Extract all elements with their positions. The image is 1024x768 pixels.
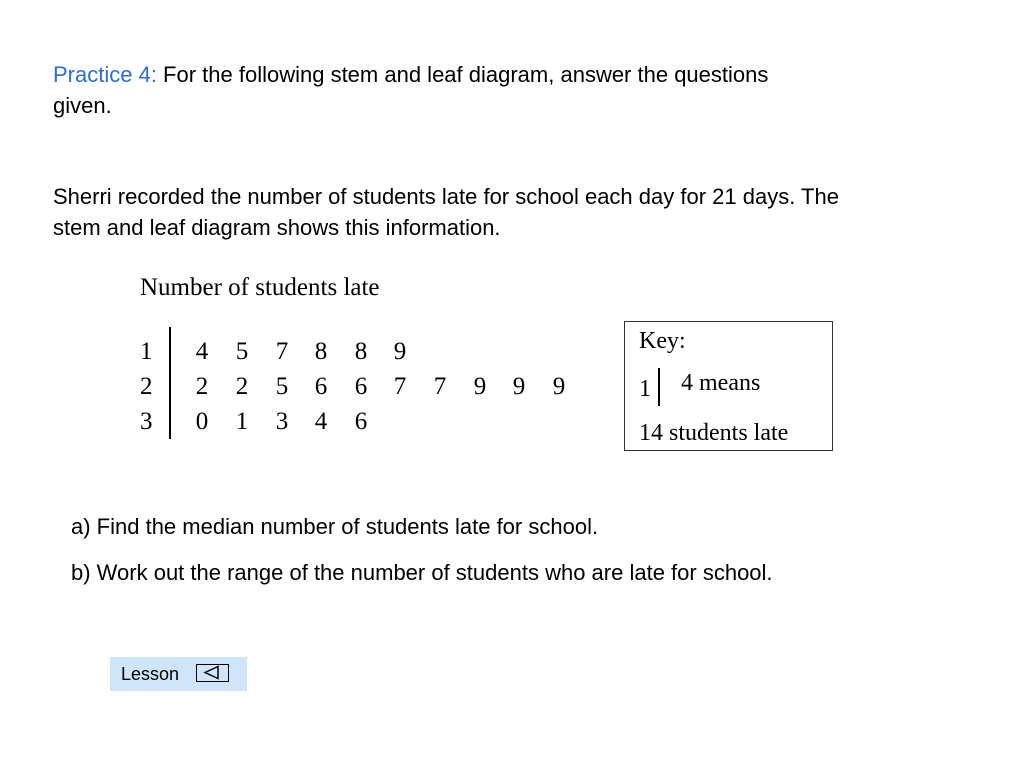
leaf-value: 6 — [354, 373, 368, 400]
practice-instruction: For the following stem and leaf diagram, answer the questions given. — [53, 62, 769, 118]
leaf-value: 4 — [314, 408, 328, 435]
leaf-value: 9 — [393, 338, 407, 365]
leaf-value: 9 — [473, 373, 487, 400]
leaf-value: 7 — [275, 338, 289, 365]
key-box — [624, 321, 833, 451]
leaf-value: 7 — [433, 373, 447, 400]
leaf-value: 5 — [235, 338, 249, 365]
key-meaning: 14 students late — [639, 420, 789, 446]
stem-value: 1 — [140, 338, 153, 365]
stem-value: 3 — [140, 408, 153, 435]
problem-intro: Sherri recorded the number of students late for school each day for 21 days. The stem and leaf diagram shows this information. — [53, 184, 839, 240]
leaf-value: 8 — [354, 338, 368, 365]
practice-heading — [53, 59, 813, 121]
stem-leaf-row — [140, 404, 620, 439]
leaf-value: 2 — [195, 373, 209, 400]
question-b: b) Work out the range of the number of students who are late for school. — [71, 560, 773, 585]
key-divider — [658, 368, 660, 406]
key-label: Key: — [639, 328, 686, 354]
practice-label: Practice 4: — [53, 62, 157, 87]
leaf-value: 6 — [314, 373, 328, 400]
key-stem: 1 — [639, 376, 651, 402]
lesson-button-label: Lesson — [121, 663, 180, 684]
leaf-value: 4 — [195, 338, 209, 365]
leaf-value: 9 — [552, 373, 566, 400]
leaf-value: 2 — [235, 373, 249, 400]
leaf-value: 5 — [275, 373, 289, 400]
diagram-title: Number of students late — [140, 274, 380, 301]
leaf-value: 3 — [275, 408, 289, 435]
stem-leaf-divider — [169, 327, 171, 439]
leaf-value: 8 — [314, 338, 328, 365]
stem-leaf-row — [140, 369, 620, 404]
leaf-value: 0 — [195, 408, 209, 435]
stem-value: 2 — [140, 373, 153, 400]
stem-leaf-row — [140, 334, 620, 369]
key-leaf-text: 4 means — [681, 370, 761, 396]
leaf-value: 6 — [354, 408, 368, 435]
leaf-value: 9 — [512, 373, 526, 400]
leaf-value: 7 — [393, 373, 407, 400]
leaf-value: 1 — [235, 408, 249, 435]
back-arrow-icon[interactable] — [196, 664, 229, 682]
question-a: a) Find the median number of students late for school. — [71, 514, 599, 539]
